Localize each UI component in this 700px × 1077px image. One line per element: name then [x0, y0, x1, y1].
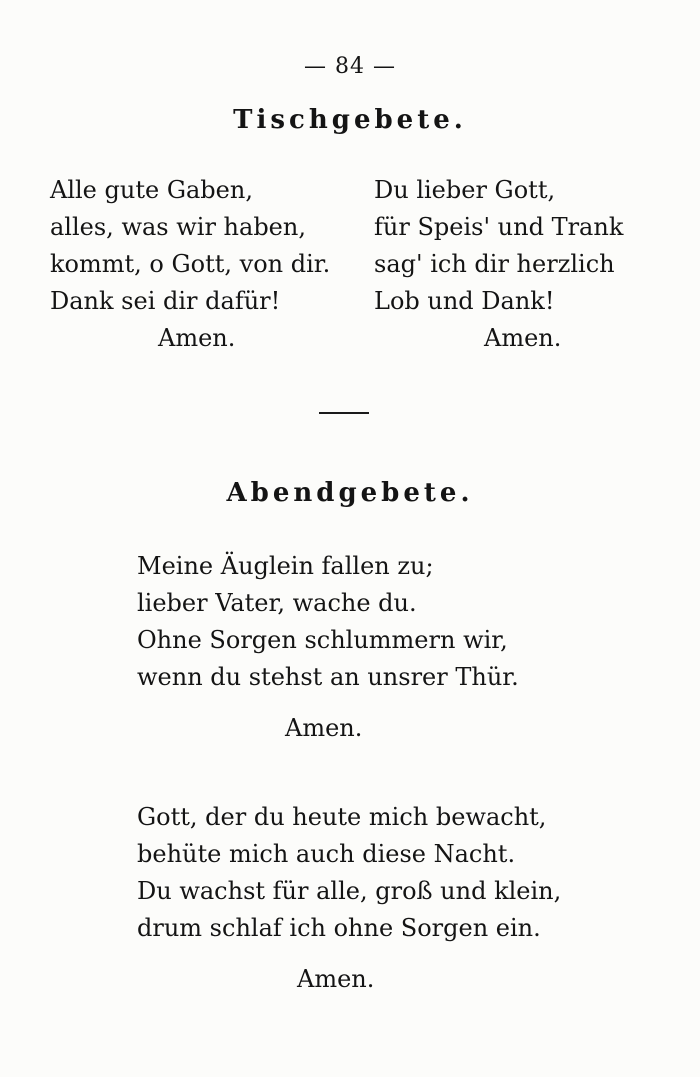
section-title-tischgebete: Tischgebete. [233, 105, 467, 135]
poem-amen: Amen. [285, 714, 363, 742]
poem-line: sag' ich dir herzlich [374, 250, 615, 278]
poem-line: Du lieber Gott, [374, 176, 556, 204]
poem-amen: Amen. [297, 965, 375, 993]
poem-line: Meine Äuglein fallen zu; [137, 552, 434, 580]
poem-line: wenn du stehst an unsrer Thür. [137, 663, 519, 691]
poem-line: behüte mich auch diese Nacht. [137, 840, 516, 868]
poem-amen: Amen. [158, 324, 236, 352]
section-divider [319, 412, 369, 414]
poem-tischgebet-1 [50, 172, 330, 357]
poem-line: Du wachst für alle, groß und klein, [137, 877, 562, 905]
page-number: — 84 — [304, 54, 396, 79]
poem-line: kommt, o Gott, von dir. [50, 250, 331, 278]
poem-line: Dank sei dir dafür! [50, 287, 281, 315]
poem-line: Gott, der du heute mich bewacht, [137, 803, 547, 831]
section-title-abendgebete: Abendgebete. [226, 478, 474, 508]
poem-amen: Amen. [484, 324, 562, 352]
poem-abendgebet-1 [137, 548, 519, 747]
poem-line: für Speis' und Trank [374, 213, 624, 241]
poem-line: Alle gute Gaben, [50, 176, 253, 204]
poem-tischgebet-2 [374, 172, 623, 357]
poem-line: Ohne Sorgen schlummern wir, [137, 626, 508, 654]
poem-line: drum schlaf ich ohne Sorgen ein. [137, 914, 541, 942]
poem-line: lieber Vater, wache du. [137, 589, 417, 617]
poem-line: Lob und Dank! [374, 287, 555, 315]
poem-abendgebet-2 [137, 799, 561, 998]
poem-line: alles, was wir haben, [50, 213, 306, 241]
